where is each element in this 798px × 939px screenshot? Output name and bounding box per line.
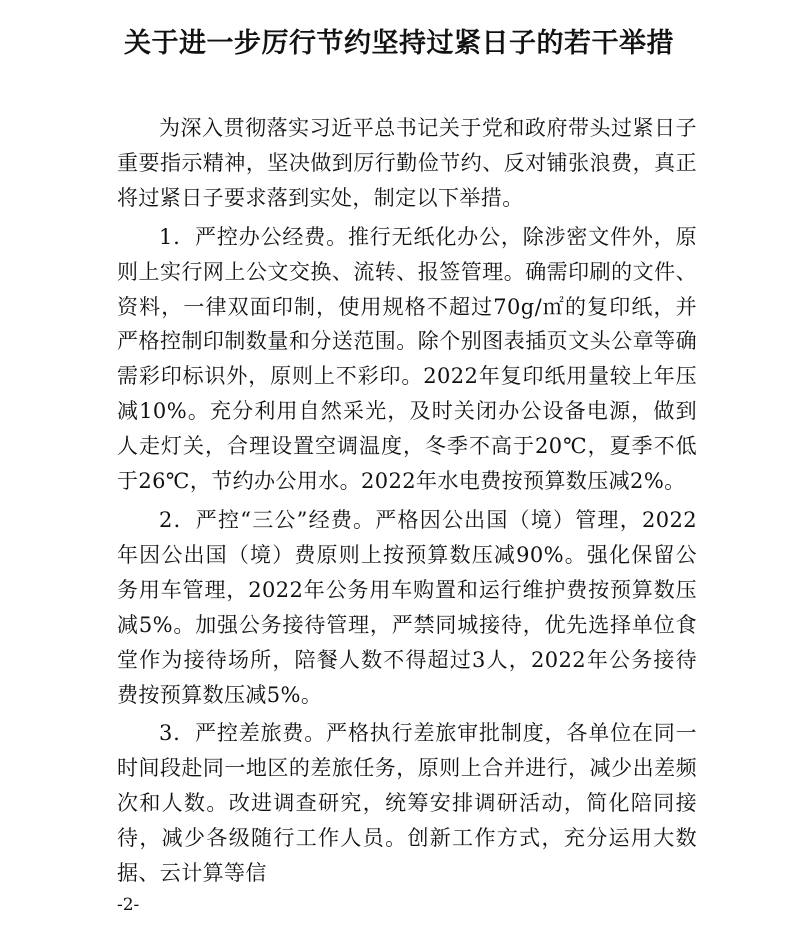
- document-body: [117, 111, 697, 895]
- paragraph-item-1-heading: 1．严控办公经费。: [159, 224, 348, 249]
- paragraph-item-3: [117, 716, 697, 891]
- paragraph-intro-text: 为深入贯彻落实习近平总书记关于党和政府带头过紧日子重要指示精神，坚决做到厉行勤俭节约、反对铺张浪费，真正将过紧日子要求落到实处，制定以下举措。: [117, 116, 697, 210]
- paragraph-item-2-text: 严格因公出国（境）管理，2022年因公出国（境）费原则上按预算数压减90%。强化保留公务用车管理，2022年公务用车购置和运行维护费按预算数压减5%。加强公务接待管理，严禁同城接待，优先选择单位食堂作为接待场所，陪餐人数不得超过3人，2022年公务接待费按预算数压减5%。: [117, 507, 697, 707]
- paragraph-item-1-text: 推行无纸化办公，除涉密文件外，原则上实行网上公文交换、流转、报签管理。确需印刷的文件、资料，一律双面印制，使用规格不超过70g/㎡的复印纸，并严格控制印制数量和分送范围。除个别图表插页文头公章等确需彩印标识外，原则上不彩印。2022年复印纸用量较上年压减10%。充分利用自然采光，及时关闭办公设备电源，做到人走灯关，合理设置空调温度，冬季不高于20℃，夏季不低于26℃，节约办公用水。2022年水电费按预算数压减2%。: [117, 224, 697, 494]
- page-number: -2-: [117, 895, 140, 915]
- paragraph-item-3-text: 严格执行差旅审批制度，各单位在同一时间段赴同一地区的差旅任务，原则上合并进行，减少出差频次和人数。改进调查研究，统筹安排调研活动，简化陪同接待，减少各级随行工作人员。创新工作方式，充分运用大数据、云计算等信: [117, 721, 697, 886]
- paragraph-item-2: [117, 503, 697, 712]
- document-title: 关于进一步厉行节约坚持过紧日子的若干举措: [124, 28, 674, 59]
- paragraph-item-1: [117, 220, 697, 499]
- paragraph-item-2-heading: 2．严控“三公”经费。: [159, 507, 376, 532]
- paragraph-intro: [117, 111, 697, 216]
- paragraph-item-3-heading: 3．严控差旅费。: [159, 721, 327, 746]
